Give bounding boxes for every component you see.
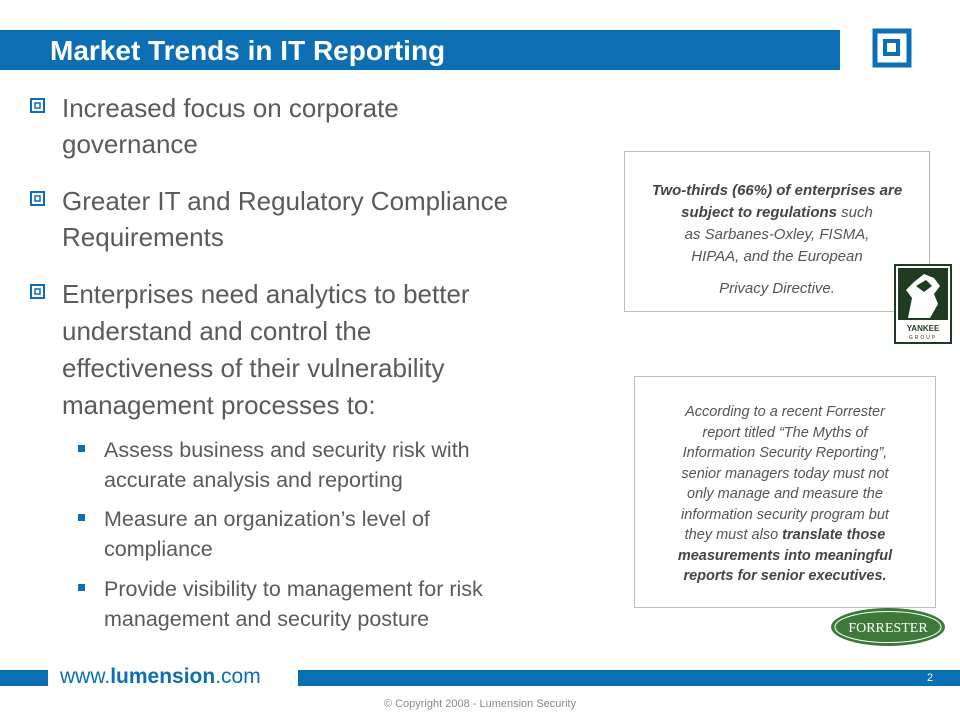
callout-yankee	[624, 151, 930, 312]
sub-bullet-line: accurate analysis and reporting	[104, 468, 403, 492]
footer-url-brand: lumension	[110, 665, 216, 688]
footer-bar-left	[0, 670, 48, 686]
sub-bullet-line: Assess business and security risk with	[104, 438, 470, 462]
bullet-text-line: Greater IT and Regulatory Compliance	[62, 186, 509, 216]
square-bullet-icon	[30, 98, 46, 114]
yankee-logo-subtext: GROUP	[908, 335, 938, 341]
callout-forrester-text: senior managers today must not	[681, 465, 889, 482]
callout-yankee-bold: Two-thirds (66%) of enterprises are subject to regulations	[651, 182, 903, 221]
callout-forrester-text: they must also	[684, 527, 783, 543]
callout-forrester-bold: reports for senior executives.	[683, 568, 887, 584]
callout-forrester-bold: measurements into meaningful	[677, 547, 893, 564]
bullet-text-line: understand and control the	[62, 316, 372, 346]
bullet-analytics	[30, 276, 470, 420]
sub-bullet-line: Provide visibility to management for risk	[104, 577, 483, 601]
bullet-text-line: management processes to:	[62, 390, 376, 420]
sub-bullet-line: management and security posture	[104, 607, 430, 631]
bullet-text-line: effectiveness of their vulnerability	[62, 353, 445, 383]
copyright-notice: © Copyright 2008 - Lumension Security	[383, 698, 577, 710]
callout-yankee-text: Privacy Directive.	[719, 280, 835, 297]
callout-forrester	[634, 376, 936, 608]
footer-website-link[interactable]	[60, 664, 261, 690]
callout-yankee-text: as Sarbanes-Oxley, FISMA,	[684, 226, 870, 243]
square-bullet-icon	[30, 284, 46, 300]
callout-forrester-text: only manage and measure the	[687, 486, 883, 502]
callout-forrester-text: report titled “The Myths of	[702, 424, 868, 441]
square-bullet-icon	[30, 191, 46, 207]
lumension-logo-icon	[872, 28, 914, 70]
footer-url-prefix: www.	[60, 665, 111, 688]
yankee-logo-text: YANKEE	[906, 324, 940, 333]
footer-url-suffix: .com	[215, 665, 261, 688]
bullet-governance	[30, 90, 399, 159]
slide-title: Market Trends in IT Reporting	[50, 35, 446, 66]
square-marker-icon	[78, 584, 85, 591]
bullet-text-line: Increased focus on corporate	[62, 93, 399, 123]
footer-bar-right	[298, 670, 960, 686]
callout-forrester-text: Information Security Reporting”,	[682, 445, 888, 461]
forrester-logo-text: FORRESTER	[848, 621, 928, 636]
callout-yankee-text: HIPAA, and the European	[691, 248, 863, 265]
square-marker-icon	[78, 445, 85, 452]
page-number: 2	[927, 672, 934, 684]
callout-yankee-text: such	[837, 204, 873, 221]
bullet-text-line: Requirements	[62, 222, 224, 252]
sub-bullet-line: compliance	[104, 537, 213, 561]
bullet-text-line: governance	[62, 129, 198, 159]
callout-forrester-text: information security program but	[681, 506, 889, 523]
callout-forrester-bold: translate those	[782, 527, 886, 543]
sub-bullet-line: Measure an organization’s level of	[104, 507, 430, 531]
bullet-compliance	[30, 183, 509, 252]
forrester-logo	[830, 607, 946, 647]
callout-forrester-text: According to a recent Forrester	[685, 404, 885, 420]
yankee-group-logo	[894, 264, 952, 344]
square-marker-icon	[78, 514, 85, 521]
bullet-text-line: Enterprises need analytics to better	[62, 279, 470, 309]
